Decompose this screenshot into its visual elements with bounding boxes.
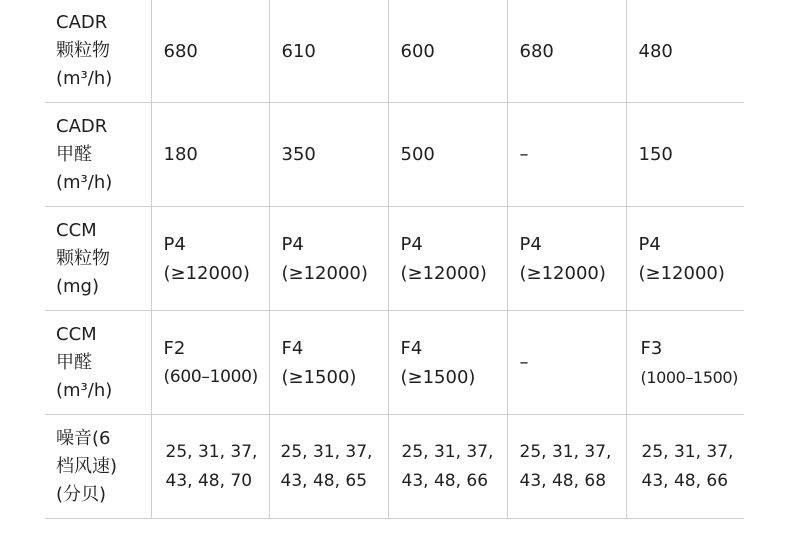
row-header-line: 档风速) xyxy=(56,455,118,477)
row-header-cell xyxy=(45,103,151,207)
cell-line: 500 xyxy=(400,144,435,165)
table-cell xyxy=(388,311,507,415)
cell-line: P4 xyxy=(400,233,423,255)
table-row-ccm-particulate xyxy=(45,207,744,311)
table-cell xyxy=(507,103,626,207)
table-cell xyxy=(269,207,388,311)
cell-line: 680 xyxy=(519,40,554,62)
table-row-cadr-particulate xyxy=(45,0,744,103)
table-cell xyxy=(151,415,269,519)
table-cell xyxy=(626,0,744,103)
table-cell xyxy=(269,103,388,207)
cell-line: (600–1000) xyxy=(163,366,258,387)
table-cell xyxy=(507,207,626,311)
cell-line: P4 xyxy=(281,233,304,255)
table-cell xyxy=(507,311,626,415)
table-cell xyxy=(269,311,388,415)
cell-line: F4 xyxy=(281,337,304,359)
row-header-cell xyxy=(45,207,151,311)
row-header-line: 甲醛 xyxy=(56,351,92,373)
row-header-line: 噪音(6 xyxy=(56,427,111,449)
cell-line: F3 xyxy=(640,337,663,359)
cell-line: (≥12000) xyxy=(400,262,487,284)
row-header-line: (分贝) xyxy=(56,483,107,505)
table-cell xyxy=(626,311,744,415)
row-header-line: CADR xyxy=(56,12,108,33)
table-cell xyxy=(388,207,507,311)
table-row-cadr-formaldehyde xyxy=(45,103,744,207)
cell-line: P4 xyxy=(519,233,542,255)
cell-line: – xyxy=(519,144,529,165)
cell-line: (≥12000) xyxy=(163,262,250,284)
cell-line: (≥12000) xyxy=(281,262,368,284)
table-cell xyxy=(507,415,626,519)
cell-line: 610 xyxy=(281,40,316,62)
cell-line: 350 xyxy=(281,144,316,165)
table-cell xyxy=(626,103,744,207)
cell-line: 43, 48, 66 xyxy=(641,470,729,491)
cell-line: 680 xyxy=(163,40,198,62)
cell-line: 25, 31, 37, xyxy=(641,441,734,462)
cell-line: 180 xyxy=(163,144,198,165)
cell-line: F4 xyxy=(400,337,423,359)
cell-line: (1000–1500) xyxy=(640,367,739,387)
cell-line: 600 xyxy=(400,40,435,62)
table-row-noise xyxy=(45,415,744,519)
cell-line: 43, 48, 70 xyxy=(165,470,253,491)
row-header-line: 甲醛 xyxy=(56,143,92,165)
cell-line: (≥12000) xyxy=(638,262,725,284)
table-row-ccm-formaldehyde xyxy=(45,311,744,415)
table-cell xyxy=(151,311,269,415)
cell-line: (≥1500) xyxy=(400,366,476,388)
row-header-line: (m³/h) xyxy=(56,171,113,193)
row-header-line: CADR xyxy=(56,115,108,137)
cell-line: F2 xyxy=(163,337,186,359)
row-header-line: CCM xyxy=(56,323,97,345)
cell-line: 480 xyxy=(638,40,673,62)
row-header-cell xyxy=(45,0,151,103)
row-header-line: 颗粒物 xyxy=(56,40,110,61)
row-header-line: (m³/h) xyxy=(56,68,113,89)
table-cell xyxy=(151,207,269,311)
cell-line: 25, 31, 37, xyxy=(280,441,373,462)
table-cell xyxy=(626,207,744,311)
row-header-cell xyxy=(45,415,151,519)
row-header-line: (m³/h) xyxy=(56,379,113,401)
cell-line: 150 xyxy=(638,144,673,165)
cell-line: (≥1500) xyxy=(281,366,357,388)
cell-line: 25, 31, 37, xyxy=(519,441,612,462)
comparison-table xyxy=(45,0,744,519)
table-cell xyxy=(626,415,744,519)
cell-line: 43, 48, 68 xyxy=(519,470,607,491)
table-cell xyxy=(151,103,269,207)
cell-line: 43, 48, 66 xyxy=(401,470,489,491)
table-cell xyxy=(507,0,626,103)
cell-line: (≥12000) xyxy=(519,262,606,284)
table-cell xyxy=(269,415,388,519)
table-cell xyxy=(269,0,388,103)
row-header-line: (mg) xyxy=(56,275,100,297)
row-header-line: CCM xyxy=(56,219,97,241)
cell-line: P4 xyxy=(163,233,186,255)
cell-line: – xyxy=(519,352,529,373)
table-cell xyxy=(388,415,507,519)
row-header-line: 颗粒物 xyxy=(56,247,110,269)
table-cell xyxy=(151,0,269,103)
cell-line: P4 xyxy=(638,233,661,255)
table-cell xyxy=(388,103,507,207)
cell-line: 25, 31, 37, xyxy=(401,441,494,462)
cell-line: 43, 48, 65 xyxy=(280,470,368,491)
row-header-cell xyxy=(45,311,151,415)
table-cell xyxy=(388,0,507,103)
cell-line: 25, 31, 37, xyxy=(165,441,258,462)
